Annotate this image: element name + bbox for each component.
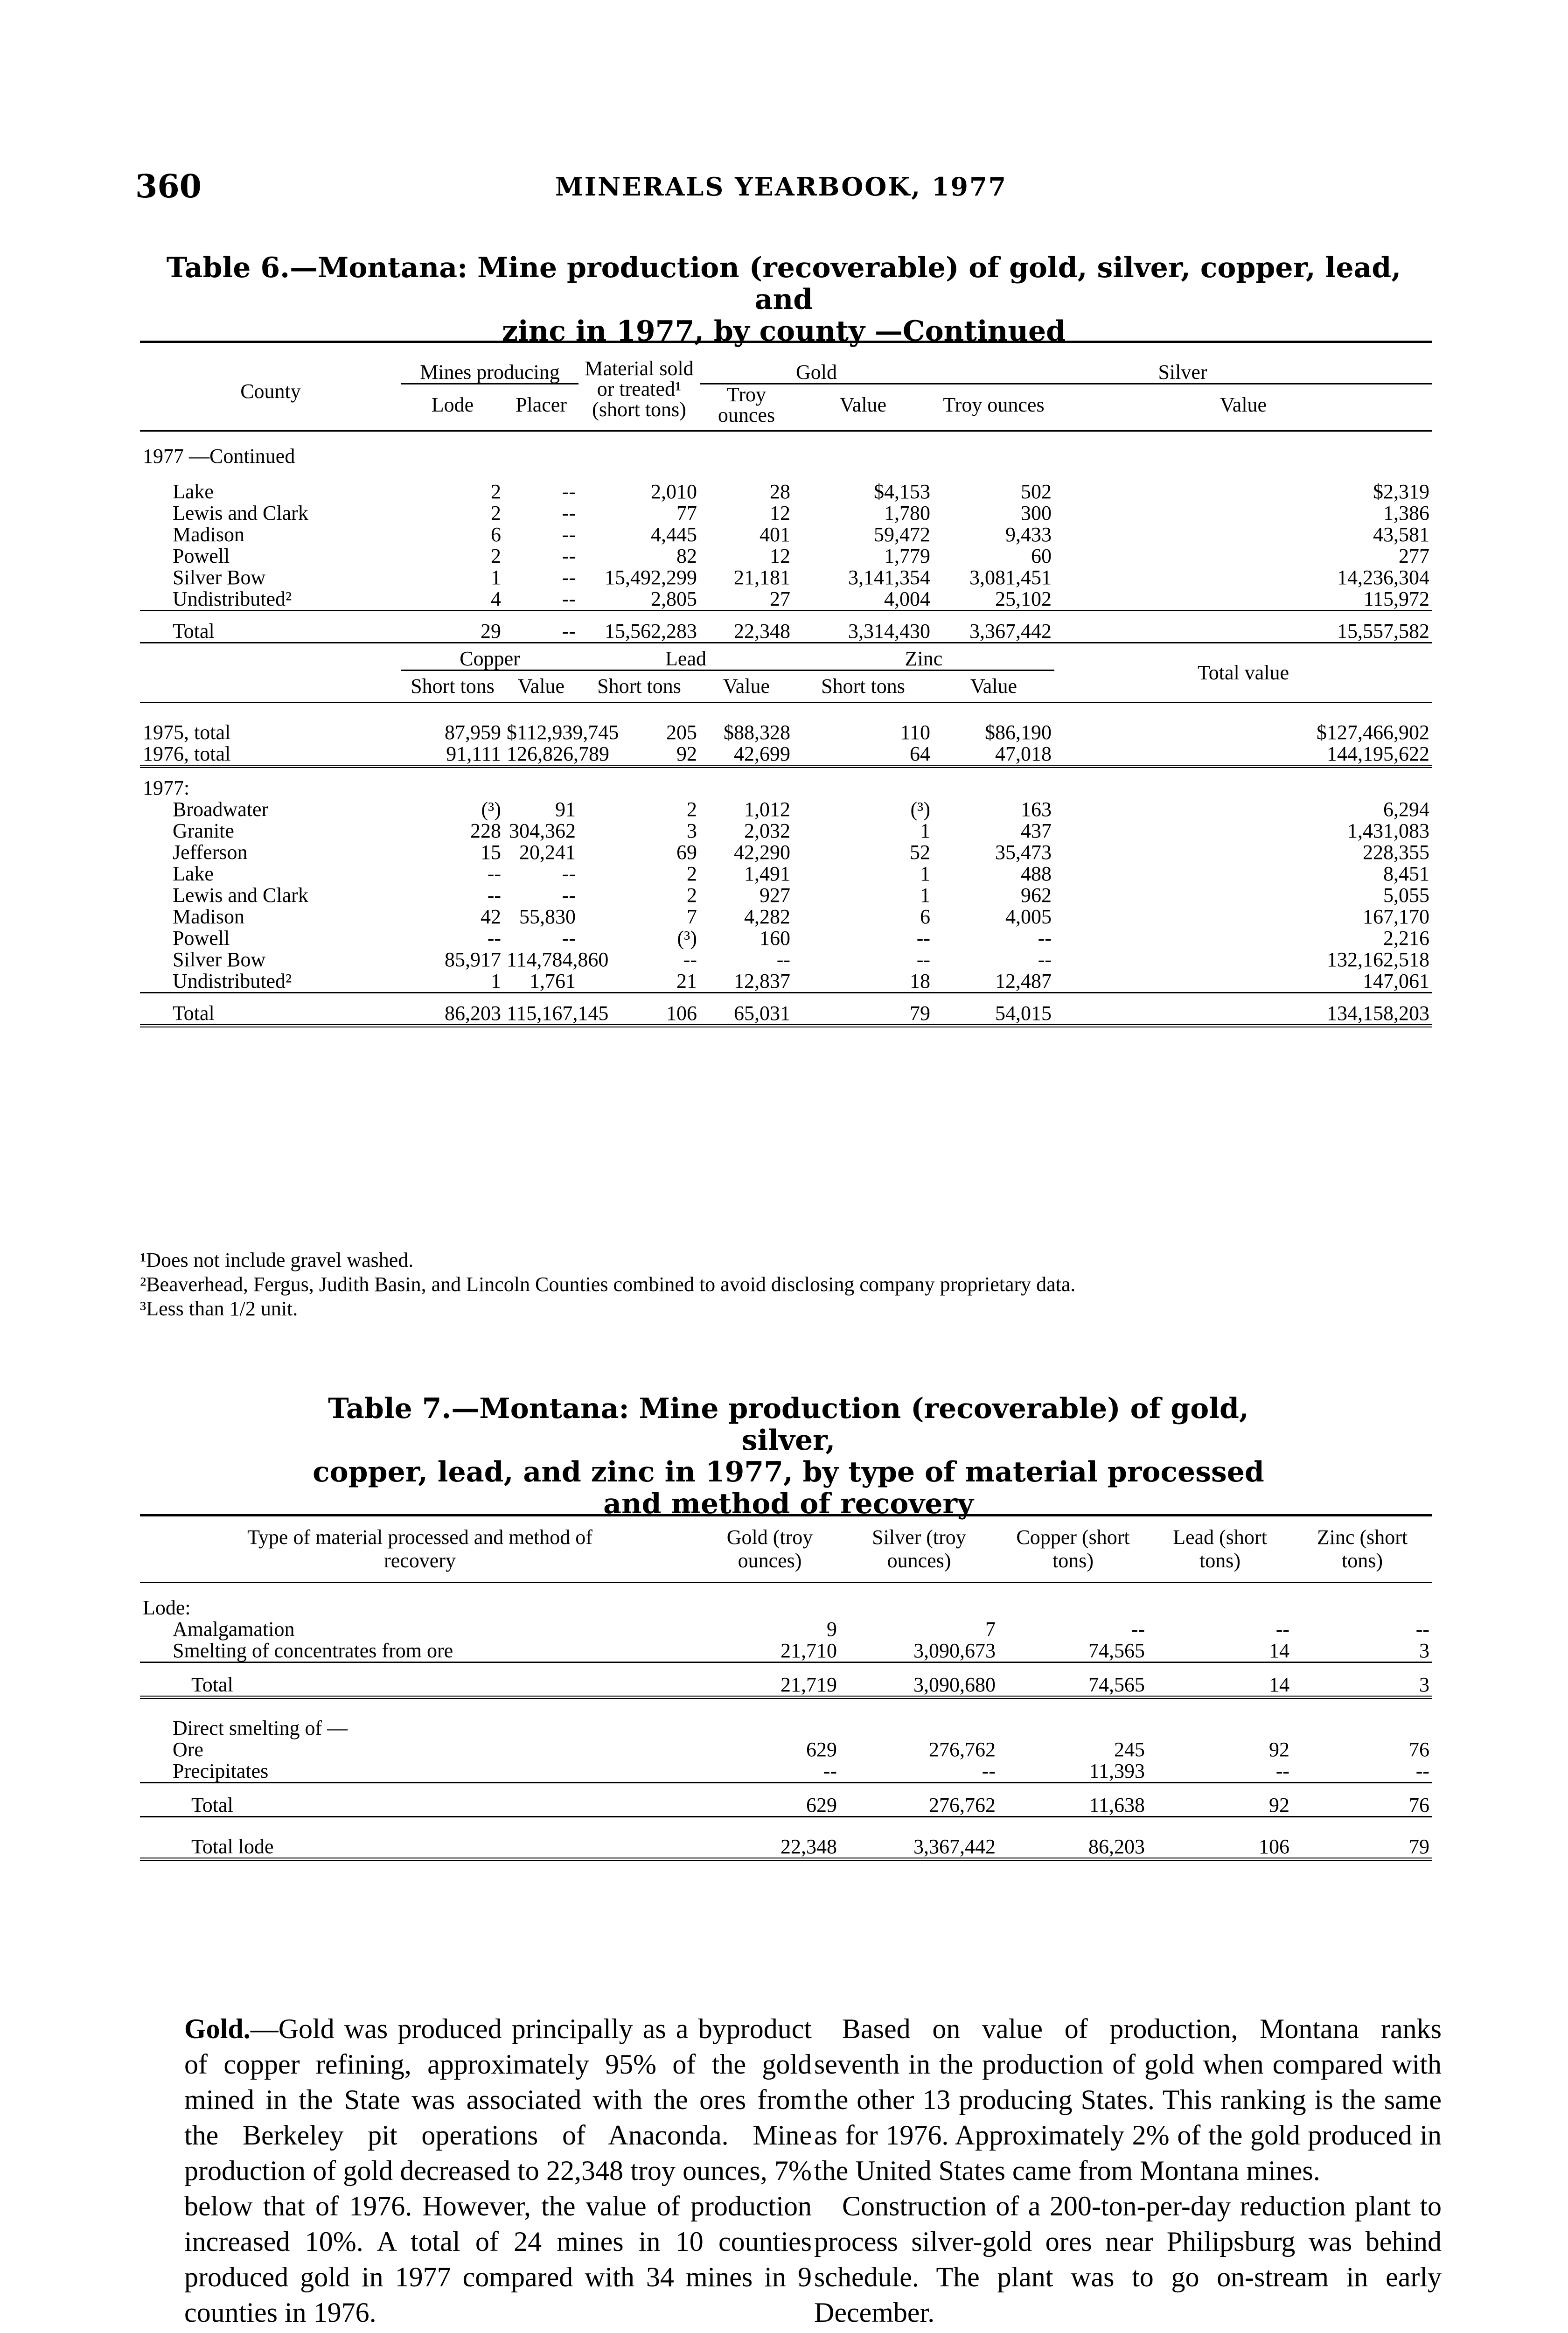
row-label: Total (173, 620, 215, 643)
zinc-value-header: Value (970, 675, 1017, 698)
lead-short-tons-header: Short tons (597, 675, 681, 698)
cell: 21 (676, 970, 697, 992)
cell: 167,170 (1363, 905, 1430, 928)
cell: 87,959 (445, 721, 501, 744)
cell: 15,557,582 (1337, 620, 1430, 643)
cell: $112,939,745 (507, 721, 619, 744)
row-label: Lake (173, 480, 214, 503)
cell: 27 (770, 587, 790, 610)
gold-paragraph-text: —Gold was produced principally as a byproduct of copper refining, approximately 95% of the gold mined in the State was associated with the ores from the Berkeley pit operations of Anaconda. Mine production of gold decreased to 22,348 troy ounces, 7% below that of 1976. However, the value of production increased 10%. A total of 24 mines in 10 counties produced gold in 1977 compared with 34 mines in 9 counties in 1976. (184, 2013, 812, 2328)
cell: 15,562,283 (605, 620, 697, 643)
footnote-1: ¹Does not include gravel washed. (140, 1249, 414, 1271)
cell: -- (683, 948, 697, 971)
total-row (140, 621, 1432, 643)
cell: 4,282 (744, 905, 790, 928)
cell: 21,181 (734, 566, 790, 589)
row-label: Lake (173, 862, 214, 885)
cell: -- (1131, 1618, 1145, 1641)
cell: 74,565 (1088, 1673, 1145, 1696)
total-row (140, 1674, 1432, 1697)
cell: 21,710 (781, 1639, 837, 1662)
table-row (140, 524, 1432, 545)
cell: 3 (687, 819, 697, 842)
cell: 2,010 (651, 480, 697, 503)
zinc-header: Zinc (short tons) (1317, 1526, 1408, 1572)
cell: 1 (920, 819, 930, 842)
cell: 2 (687, 862, 697, 885)
row-label: Madison (173, 905, 244, 928)
cell: 2 (687, 798, 697, 821)
cell: 35,473 (995, 841, 1052, 864)
row-label: Lewis and Clark (173, 884, 308, 907)
cell: -- (487, 862, 501, 885)
cell: 20,241 (519, 841, 576, 864)
cell: 42,290 (734, 841, 790, 864)
cell: 300 (1021, 502, 1052, 524)
cell: 147,061 (1363, 970, 1430, 992)
cell: 144,195,622 (1327, 742, 1430, 765)
row-label: Undistributed² (173, 587, 292, 610)
row-label: Silver Bow (173, 948, 266, 971)
total-lode-row (140, 1836, 1432, 1859)
cell: 3,367,442 (913, 1835, 996, 1858)
cell: 59,472 (874, 523, 930, 546)
direct-smelting-label: Direct smelting of — (173, 1717, 348, 1739)
lode-header: Lode (431, 393, 474, 416)
cell: -- (562, 620, 576, 643)
cell: 64 (910, 742, 930, 765)
table-row (140, 906, 1432, 928)
lead-header: Lead (short tons) (1173, 1526, 1267, 1572)
cell: -- (562, 862, 576, 885)
row-label: 1975, total (143, 721, 231, 744)
cell: 11,393 (1089, 1760, 1145, 1782)
cell: 629 (806, 1794, 837, 1816)
cell: 4,005 (1005, 905, 1052, 928)
gold-heading: Gold. (184, 2013, 251, 2044)
cell: 228,355 (1363, 841, 1430, 864)
cell: 92 (1269, 1794, 1289, 1816)
cell: -- (823, 1760, 837, 1782)
cell: 14 (1269, 1673, 1289, 1696)
zinc-header: Zinc (793, 643, 1054, 671)
cell: 245 (1114, 1738, 1145, 1761)
cell: 228 (470, 819, 501, 842)
cell: -- (1038, 927, 1052, 950)
cell: $2,319 (1373, 480, 1430, 503)
row-label: Smelting of concentrates from ore (173, 1639, 453, 1662)
text-column-left (184, 2011, 812, 2330)
cell: 21,719 (781, 1673, 837, 1696)
table-row (140, 928, 1432, 949)
cell: 6,294 (1383, 798, 1430, 821)
cell: 43,581 (1373, 523, 1430, 546)
row-label: Precipitates (173, 1760, 269, 1782)
zinc-short-tons-header: Short tons (821, 675, 905, 698)
cell: 401 (760, 523, 790, 546)
cell: $4,153 (874, 480, 930, 503)
cell: 3 (1419, 1673, 1429, 1696)
cell: 91 (555, 798, 576, 821)
cell: -- (562, 523, 576, 546)
table7-caption-line1: Table 7.—Montana: Mine production (recoverable) of gold, silver, (328, 1392, 1249, 1457)
table6 (140, 341, 1432, 1027)
cell: (³) (677, 927, 697, 950)
cell: 86,203 (1088, 1835, 1145, 1858)
row-label: Total (191, 1673, 233, 1696)
page-header (135, 168, 1442, 205)
lode-label: Lode: (143, 1596, 191, 1619)
row-label: Broadwater (173, 798, 269, 821)
cell: 76 (1409, 1794, 1429, 1816)
cell: 2 (491, 545, 501, 567)
cell: 3 (1419, 1639, 1429, 1662)
cell: -- (1038, 948, 1052, 971)
cell: 205 (666, 721, 697, 744)
table-row (140, 588, 1432, 611)
cell: -- (562, 545, 576, 567)
row-label: Powell (173, 927, 230, 950)
row-label: Madison (173, 523, 244, 546)
silver-header: Silver (933, 342, 1432, 384)
cell: -- (1275, 1760, 1289, 1782)
cell: 4,004 (884, 587, 930, 610)
cell: 54,015 (995, 1002, 1052, 1025)
cell: 15,492,299 (605, 566, 697, 589)
cell: -- (1415, 1760, 1429, 1782)
cell: 65,031 (734, 1002, 790, 1025)
cell: -- (487, 884, 501, 907)
cell: 2,805 (651, 587, 697, 610)
table-row (140, 863, 1432, 885)
cell: 1,491 (744, 862, 790, 885)
table6-caption-line2: zinc in 1977, by county —Continued (502, 315, 1066, 348)
cell: 76 (1409, 1738, 1429, 1761)
cell: -- (982, 1760, 996, 1782)
cell: 1,761 (530, 970, 576, 992)
table-row (140, 799, 1432, 820)
table6-caption-line1: Table 6.—Montana: Mine production (recoverable) of gold, silver, copper, lead, and (166, 251, 1401, 316)
placer-header: Placer (516, 393, 567, 416)
cell: 52 (910, 841, 930, 864)
row-label: Jefferson (173, 841, 248, 864)
cell: 3,141,354 (848, 566, 930, 589)
type-header: Type of material processed and method of recovery (247, 1526, 592, 1572)
cell: 160 (760, 927, 790, 950)
cell: 7 (687, 905, 697, 928)
cell: 126,826,789 (507, 742, 609, 765)
cell: 77 (676, 502, 697, 524)
row-label: Powell (173, 545, 230, 567)
cell: 5,055 (1383, 884, 1430, 907)
row-label: 1976, total (143, 742, 231, 765)
cell: 22,348 (781, 1835, 837, 1858)
cell: 12,837 (734, 970, 790, 992)
section-1977-continued: 1977 —Continued (143, 445, 295, 468)
county-header: County (240, 379, 301, 403)
cell: 2 (491, 480, 501, 503)
cell: 2 (687, 884, 697, 907)
footnote-3: ³Less than 1/2 unit. (140, 1297, 298, 1320)
cell: 3,314,430 (848, 620, 930, 643)
cell: 69 (676, 841, 697, 864)
cell: 1,012 (744, 798, 790, 821)
cell: -- (562, 502, 576, 524)
cell: 1,779 (884, 545, 930, 567)
gold-header: Gold (troy ounces) (726, 1526, 813, 1572)
cell: 47,018 (995, 742, 1052, 765)
cell: 3,090,680 (913, 1673, 996, 1696)
cell: 277 (1399, 545, 1430, 567)
copper-short-tons-header: Short tons (411, 675, 495, 698)
cell: 962 (1021, 884, 1052, 907)
cell: 106 (666, 1002, 697, 1025)
cell: -- (562, 927, 576, 950)
mines-producing-header: Mines producing (401, 342, 578, 384)
cell: 86,203 (445, 1002, 501, 1025)
cell: 42,699 (734, 742, 790, 765)
silver-header: Silver (troy ounces) (872, 1526, 966, 1572)
cell: 22,348 (734, 620, 790, 643)
cell: 110 (900, 721, 930, 744)
cell: 92 (676, 742, 697, 765)
cell: (³) (910, 798, 930, 821)
cell: 6 (920, 905, 930, 928)
ranking-paragraph: Based on value of production, Montana ranks seventh in the production of gold when compared with the other 13 producing States. This ranking is the same as for 1976. Approximately 2% of the gold produced in the United States came from Montana mines. (814, 2013, 1442, 2186)
gold-header: Gold (700, 342, 933, 384)
cell: 115,167,145 (507, 1002, 609, 1025)
cell: 115,972 (1363, 587, 1430, 610)
cell: -- (562, 587, 576, 610)
row-label: Ore (173, 1738, 203, 1761)
copper-header: Copper (401, 643, 578, 671)
cell: 1,431,083 (1347, 819, 1430, 842)
cell: 8,451 (1383, 862, 1430, 885)
cell: 15 (481, 841, 501, 864)
cell: 106 (1259, 1835, 1289, 1858)
row-label: Undistributed² (173, 970, 292, 992)
footnote-2: ²Beaverhead, Fergus, Judith Basin, and Lincoln Counties combined to avoid disclosing company proprietary data. (140, 1273, 1076, 1296)
cell: -- (562, 884, 576, 907)
cell: 60 (1031, 545, 1052, 567)
table-row (140, 481, 1432, 503)
table-row (140, 1619, 1432, 1640)
cell: 14 (1269, 1639, 1289, 1662)
cell: 91,111 (446, 742, 501, 765)
section-1977: 1977: (143, 776, 190, 799)
cell: 488 (1021, 862, 1052, 885)
cell: -- (1275, 1618, 1289, 1641)
cell: 14,236,304 (1337, 566, 1430, 589)
table6-grid (140, 341, 1432, 1027)
table7-caption (280, 1393, 1297, 1520)
cell: 276,762 (929, 1794, 996, 1816)
cell: 42 (481, 905, 501, 928)
cell: 114,784,860 (507, 948, 609, 971)
cell: 132,162,518 (1327, 948, 1430, 971)
cell: 18 (910, 970, 930, 992)
cell: 134,158,203 (1327, 1002, 1430, 1025)
cell: 437 (1021, 819, 1052, 842)
table-row (140, 1739, 1432, 1760)
cell: 55,830 (519, 905, 576, 928)
cell: 1,780 (884, 502, 930, 524)
cell: -- (776, 948, 790, 971)
cell: -- (1415, 1618, 1429, 1641)
row-label: Total lode (191, 1835, 274, 1858)
table-row (140, 503, 1432, 524)
cell: 3,081,451 (969, 566, 1052, 589)
cell: 82 (676, 545, 697, 567)
cell: -- (562, 480, 576, 503)
gold-paragraph (184, 2011, 812, 2330)
cell: 502 (1021, 480, 1052, 503)
page-number: 360 (135, 168, 202, 205)
cell: $86,190 (985, 721, 1052, 744)
cell: 85,917 (445, 948, 501, 971)
cell: -- (487, 927, 501, 950)
table-row (140, 885, 1432, 906)
gold-troy-header: Troy ounces (718, 383, 775, 426)
silver-value-header: Value (1220, 393, 1267, 416)
cell: 163 (1021, 798, 1052, 821)
table7 (140, 1514, 1432, 1861)
cell: 7 (985, 1618, 996, 1641)
text-column-right (814, 2011, 1442, 2330)
table-row (140, 1760, 1432, 1783)
cell: 1 (491, 566, 501, 589)
table6-caption (154, 252, 1414, 347)
lead-value-header: Value (723, 675, 770, 698)
cell: 2,032 (744, 819, 790, 842)
lead-header: Lead (578, 643, 793, 671)
table-row (140, 842, 1432, 863)
cell: 4,445 (651, 523, 697, 546)
table-row (140, 949, 1432, 971)
gold-value-header: Value (839, 393, 887, 416)
cell: 1 (491, 970, 501, 992)
cell: 25,102 (995, 587, 1052, 610)
cell: 11,638 (1089, 1794, 1145, 1816)
copper-value-header: Value (517, 675, 565, 698)
table7-caption-line3: and method of recovery (603, 1488, 974, 1520)
copper-header: Copper (short tons) (1016, 1526, 1130, 1572)
cell: 1 (920, 884, 930, 907)
cell: 12 (770, 545, 790, 567)
silver-troy-header: Troy ounces (943, 393, 1045, 416)
cell: 1 (920, 862, 930, 885)
cell: -- (916, 948, 930, 971)
cell: 9 (827, 1618, 837, 1641)
cell: (³) (481, 798, 501, 821)
cell: 3,367,442 (969, 620, 1052, 643)
cell: 74,565 (1088, 1639, 1145, 1662)
running-title: MINERALS YEARBOOK, 1977 (555, 172, 1008, 202)
cell: $127,466,902 (1317, 721, 1430, 744)
cell: 79 (1409, 1835, 1429, 1858)
cell: 9,433 (1005, 523, 1052, 546)
cell: 629 (806, 1738, 837, 1761)
cell: 3,090,673 (913, 1639, 996, 1662)
total-value-header: Total value (1197, 661, 1289, 684)
cell: $88,328 (724, 721, 790, 744)
cell: 927 (760, 884, 790, 907)
table6-footnotes (140, 1248, 1446, 1321)
row-label: Granite (173, 819, 234, 842)
cell: 92 (1269, 1738, 1289, 1761)
prior-year-row (140, 743, 1432, 767)
cell: 28 (770, 480, 790, 503)
table-row (140, 971, 1432, 993)
row-label: Total (173, 1002, 215, 1025)
table-row (140, 820, 1432, 842)
row-label: Amalgamation (173, 1618, 295, 1641)
cell: 2 (491, 502, 501, 524)
cell: 79 (910, 1002, 930, 1025)
table-row (140, 567, 1432, 588)
cell: -- (916, 927, 930, 950)
prior-year-row (140, 722, 1432, 743)
row-label: Total (191, 1794, 233, 1816)
cell: 12,487 (995, 970, 1052, 992)
table7-grid (140, 1514, 1432, 1861)
cell: 2,216 (1383, 927, 1430, 950)
cell: -- (562, 566, 576, 589)
row-label: Lewis and Clark (173, 502, 308, 524)
cell: 1,386 (1383, 502, 1430, 524)
table7-caption-line2: copper, lead, and zinc in 1977, by type of material processed (313, 1456, 1264, 1488)
total-row (140, 1003, 1432, 1026)
cell: 6 (491, 523, 501, 546)
cell: 304,362 (509, 819, 576, 842)
row-label: Silver Bow (173, 566, 266, 589)
cell: 12 (770, 502, 790, 524)
cell: 29 (481, 620, 501, 643)
construction-paragraph: Construction of a 200-ton-per-day reduction plant to process silver-gold ores near Philipsburg was behind schedule. The plant was to go on-stream in early December. (814, 2191, 1442, 2328)
table-row (140, 545, 1432, 567)
cell: 276,762 (929, 1738, 996, 1761)
cell: 4 (491, 587, 501, 610)
total-row (140, 1795, 1432, 1817)
table-row (140, 1640, 1432, 1662)
material-header: Material sold or treated¹ (short tons) (585, 356, 694, 421)
